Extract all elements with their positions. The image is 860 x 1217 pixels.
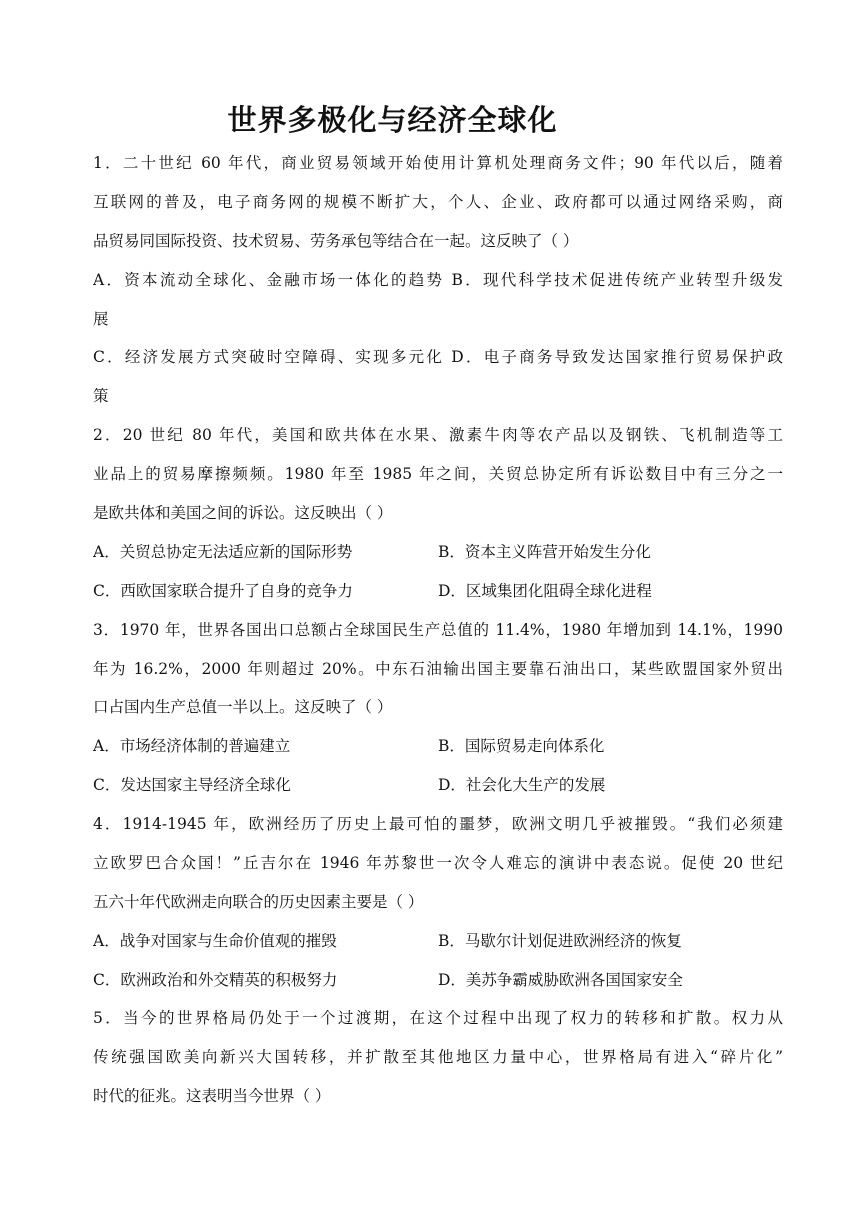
question-2-stem-line-1: 2．20 世纪 80 年代，美国和欧共体在水果、激素牛肉等农产品以及钢铁、飞机制造等工 xyxy=(93,426,783,444)
question-2-option-a: A．关贸总协定无法适应新的国际形势 xyxy=(93,543,353,561)
question-4-stem-line-3: 五六十年代欧洲走向联合的历史因素主要是（ ） xyxy=(93,893,424,911)
question-3-option-b: B．国际贸易走向体系化 xyxy=(438,737,605,755)
question-5-stem-line-3: 时代的征兆。这表明当今世界（ ） xyxy=(93,1087,331,1105)
question-1-stem-line-2: 互联网的普及，电子商务网的规模不断扩大，个人、企业、政府都可以通过网络采购，商 xyxy=(93,193,783,211)
question-4-stem-line-1: 4．1914-1945 年，欧洲经历了历史上最可怕的噩梦，欧洲文明几乎被摧毁。“我们必须建 xyxy=(93,815,783,833)
question-2-stem-line-3: 是欧共体和美国之间的诉讼。这反映出（ ） xyxy=(93,504,393,522)
question-3-option-d: D．社会化大生产的发展 xyxy=(438,776,606,794)
question-4-option-a: A．战争对国家与生命价值观的摧毁 xyxy=(93,932,337,950)
page-title: 世界多极化与经济全球化 xyxy=(227,103,558,137)
question-4-option-b: B．马歇尔计划促进欧洲经济的恢复 xyxy=(438,932,682,950)
question-1-option-line-4: 策 xyxy=(93,387,109,405)
question-2-option-d: D．区域集团化阻碍全球化进程 xyxy=(438,582,652,600)
question-3-option-c: C．发达国家主导经济全球化 xyxy=(93,776,291,794)
question-2-stem-line-2: 业品上的贸易摩擦频频。1980 年至 1985 年之间，关贸总协定所有诉讼数目中有三分之一 xyxy=(93,465,783,483)
question-1-stem-line-3: 品贸易同国际投资、技术贸易、劳务承包等结合在一起。这反映了（ ） xyxy=(93,232,579,250)
question-5-stem-line-1: 5．当今的世界格局仍处于一个过渡期，在这个过程中出现了权力的转移和扩散。权力从 xyxy=(93,1009,783,1027)
question-3-stem-line-1: 3．1970 年，世界各国出口总额占全球国民生产总值的 11.4%，1980 年增加到 14.1%，1990 xyxy=(93,621,783,639)
question-3-option-a: A．市场经济体制的普遍建立 xyxy=(93,737,291,755)
question-3-stem-line-3: 口占国内生产总值一半以上。这反映了（ ） xyxy=(93,698,393,716)
question-4-option-c: C．欧洲政治和外交精英的积极努力 xyxy=(93,971,338,989)
question-3-stem-line-2: 年为 16.2%，2000 年则超过 20%。中东石油输出国主要靠石油出口，某些欧盟国家外贸出 xyxy=(93,660,783,678)
question-2-option-b: B．资本主义阵营开始发生分化 xyxy=(438,543,651,561)
question-1-option-line-1: A．资本流动全球化、金融市场一体化的趋势 B．现代科学技术促进传统产业转型升级发 xyxy=(93,271,783,289)
question-4-option-d: D．美苏争霸威胁欧洲各国国家安全 xyxy=(438,971,683,989)
question-1-option-line-3: C．经济发展方式突破时空障碍、实现多元化 D．电子商务导致发达国家推行贸易保护政 xyxy=(93,348,783,366)
question-1-option-line-2: 展 xyxy=(93,310,109,328)
question-4-stem-line-2: 立欧罗巴合众国！”丘吉尔在 1946 年苏黎世一次令人难忘的演讲中表态说。促使 20 世纪 xyxy=(93,854,783,872)
question-2-option-c: C．西欧国家联合提升了自身的竞争力 xyxy=(93,582,353,600)
question-1-stem-line-1: 1．二十世纪 60 年代，商业贸易领域开始使用计算机处理商务文件；90 年代以后，随着 xyxy=(93,154,783,172)
question-5-stem-line-2: 传统强国欧美向新兴大国转移，并扩散至其他地区力量中心，世界格局有进入“碎片化” xyxy=(93,1048,783,1066)
